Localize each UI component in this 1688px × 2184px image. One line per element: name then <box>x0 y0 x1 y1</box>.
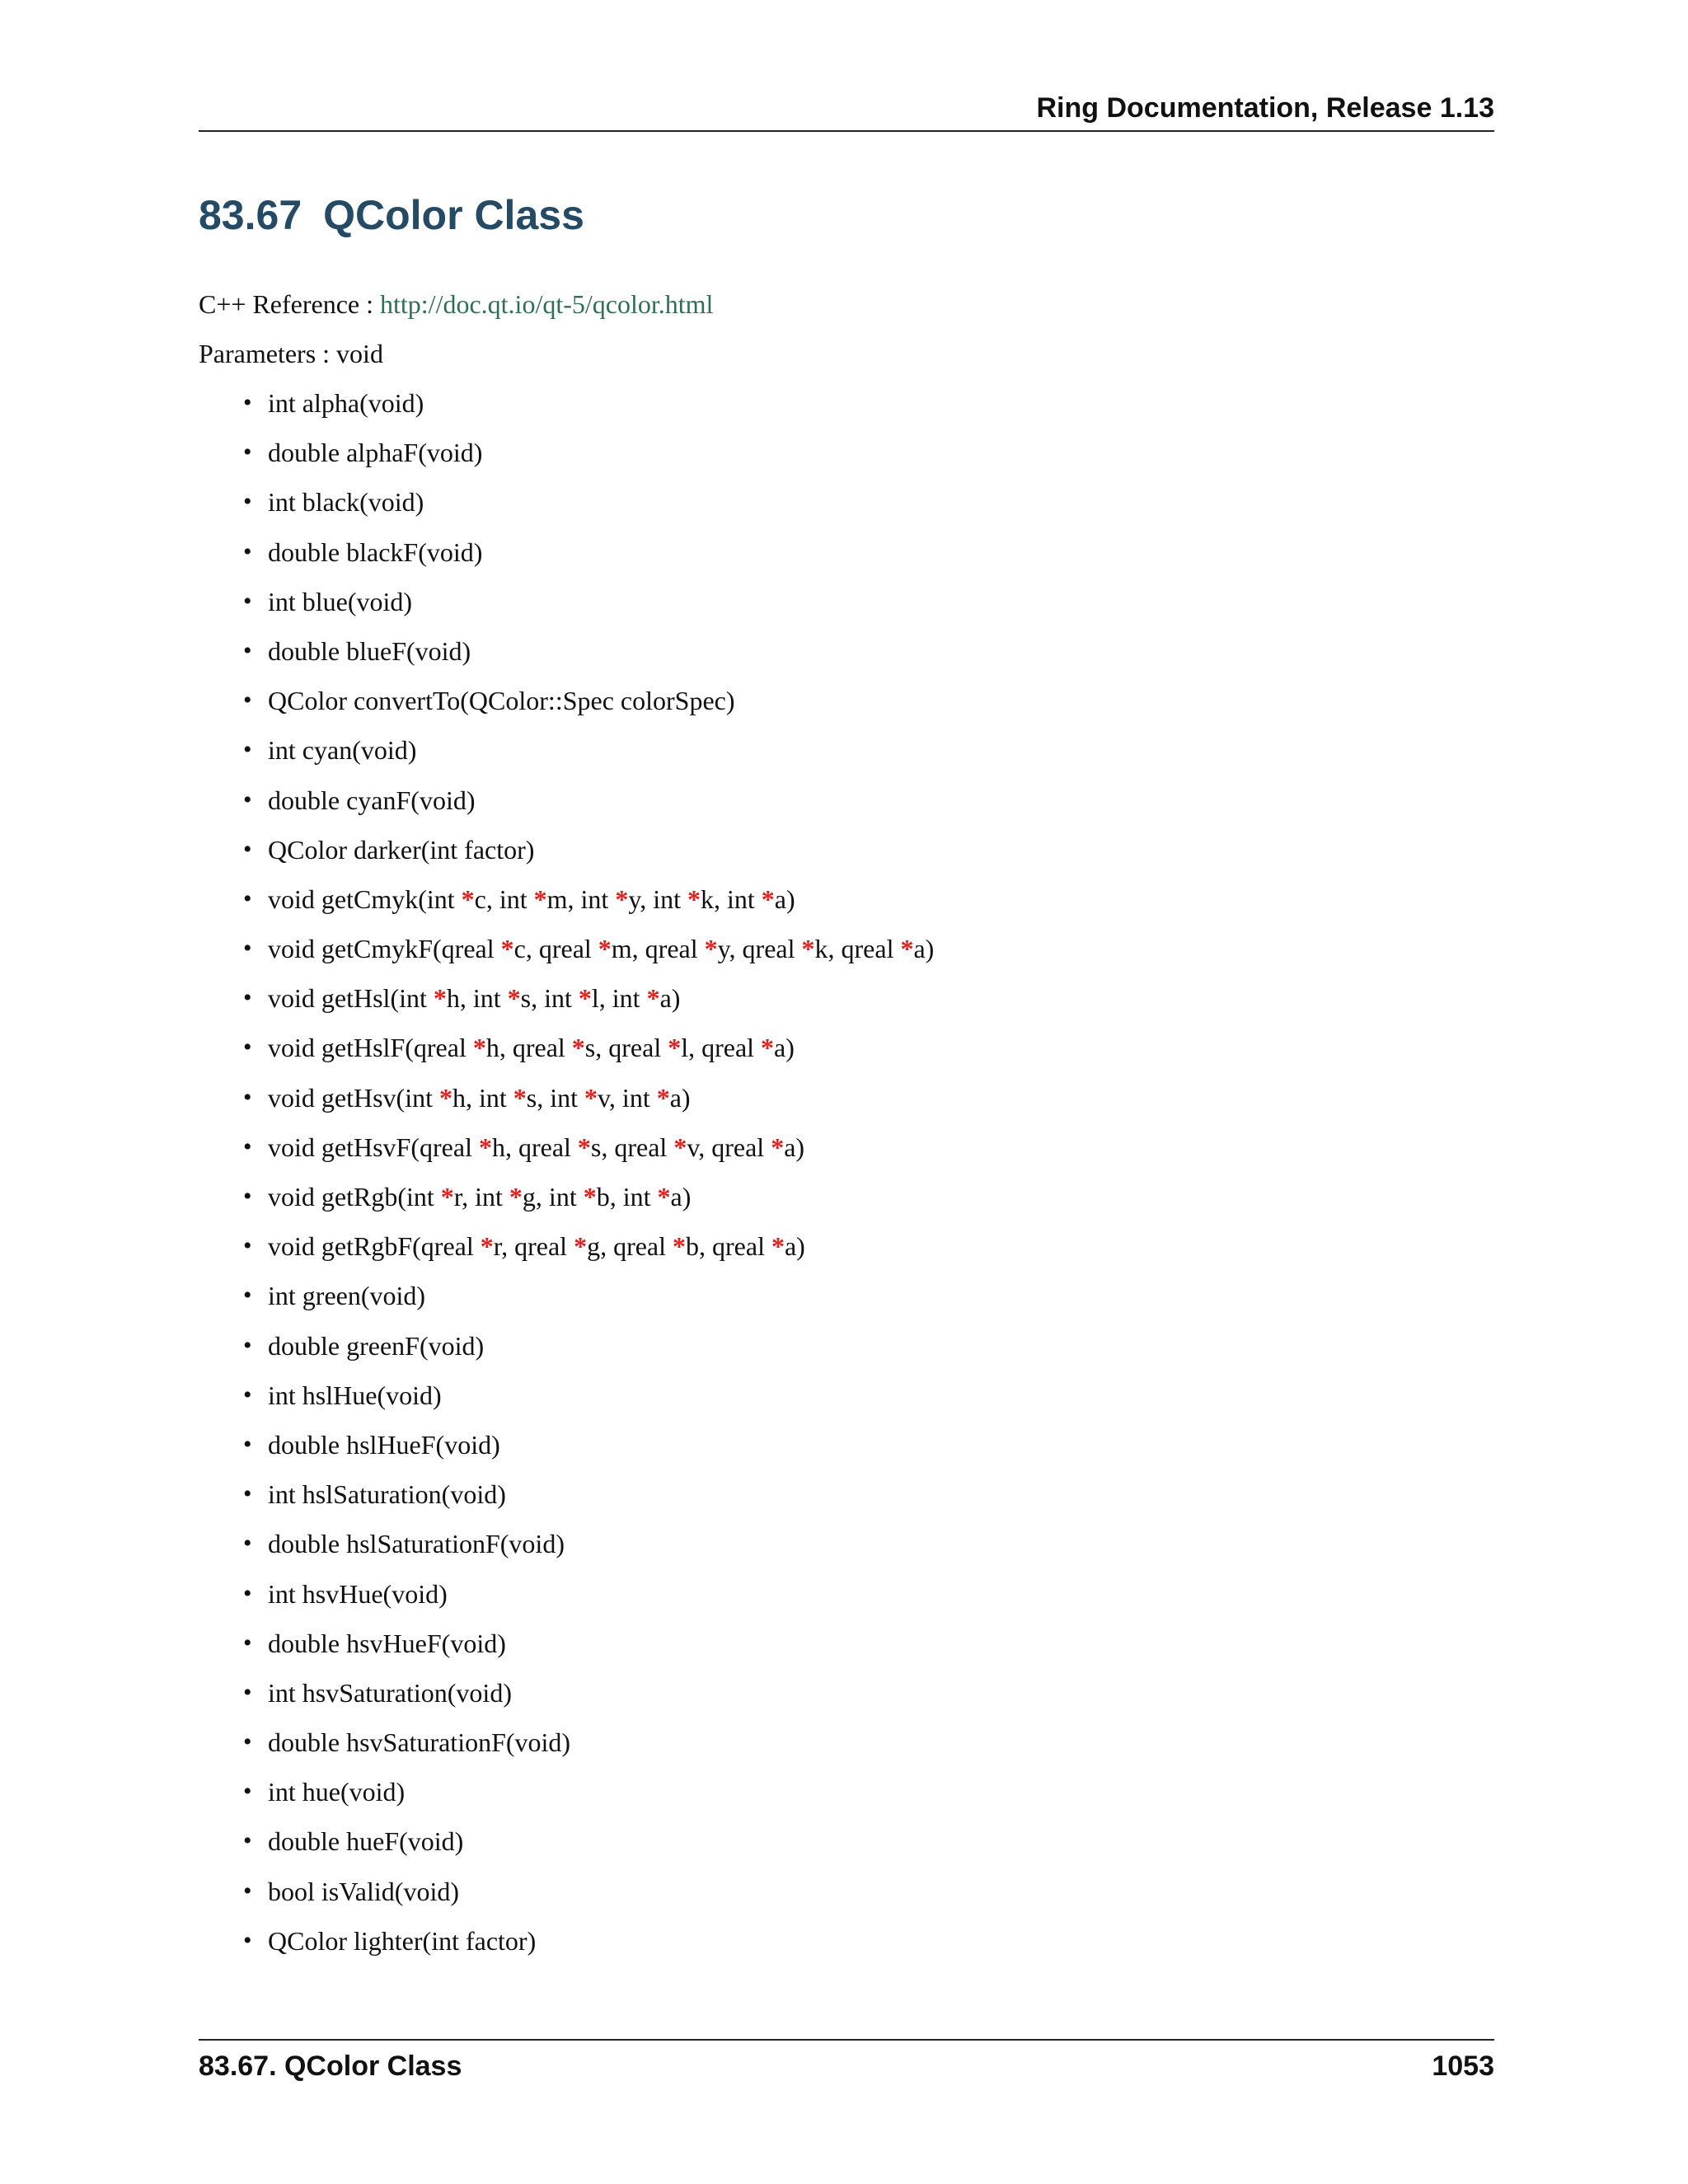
pointer-asterisk: * <box>656 1082 670 1113</box>
pointer-asterisk: * <box>673 1132 687 1162</box>
bullet-icon: • <box>243 587 252 615</box>
method-signature: int hslHue(void) <box>268 1380 442 1410</box>
method-signature: bool isValid(void) <box>268 1876 459 1906</box>
method-signature: double hslHueF(void) <box>268 1429 500 1460</box>
bullet-icon: • <box>243 935 252 963</box>
method-signature: double hsvHueF(void) <box>268 1628 506 1658</box>
pointer-asterisk: * <box>571 1033 585 1063</box>
bullet-icon: • <box>243 736 252 764</box>
bullet-icon: • <box>243 1480 252 1508</box>
method-signature: double hueF(void) <box>268 1826 464 1857</box>
method-item <box>243 387 934 436</box>
method-item <box>243 436 934 485</box>
method-item <box>243 1676 934 1726</box>
footer-section-title: 83.67. QColor Class <box>199 2050 462 2082</box>
bullet-icon: • <box>243 488 252 516</box>
pointer-asterisk: * <box>900 934 914 964</box>
bullet-icon: • <box>243 884 252 912</box>
bullet-icon: • <box>243 1728 252 1756</box>
method-signature: int hsvSaturation(void) <box>268 1677 512 1708</box>
pointer-asterisk: * <box>509 1182 523 1212</box>
bullet-icon: • <box>243 1877 252 1905</box>
pointer-asterisk: * <box>771 1231 785 1262</box>
pointer-asterisk: * <box>704 934 718 964</box>
method-signature: QColor lighter(int factor) <box>268 1925 537 1956</box>
pointer-asterisk: * <box>687 883 701 914</box>
bullet-icon: • <box>243 1579 252 1607</box>
bullet-icon: • <box>243 1926 252 1954</box>
bullet-icon: • <box>243 1132 252 1160</box>
page-number: 1053 <box>1432 2050 1494 2082</box>
pointer-asterisk: * <box>574 1231 588 1262</box>
method-signature: double hsvSaturationF(void) <box>268 1727 571 1758</box>
method-signature: int hsvHue(void) <box>268 1578 448 1609</box>
pointer-asterisk: * <box>771 1132 785 1162</box>
method-item <box>243 1230 934 1279</box>
method-signature: void getCmykF(qreal *c, qreal *m, qreal *y, qreal *k, qreal *a) <box>268 934 935 964</box>
cpp-reference-label: C++ Reference : <box>199 289 380 319</box>
method-signature: int cyan(void) <box>268 735 417 766</box>
method-signature: void getRgb(int *r, int *g, int *b, int *a) <box>268 1182 692 1212</box>
bullet-icon: • <box>243 1678 252 1706</box>
pointer-asterisk: * <box>461 883 475 914</box>
method-item <box>243 932 935 982</box>
method-signature: void getRgbF(qreal *r, qreal *g, qreal *b, qreal *a) <box>268 1231 805 1262</box>
cpp-reference-line <box>199 288 713 321</box>
method-signature: double blackF(void) <box>268 537 483 567</box>
method-signature: double blueF(void) <box>268 635 471 666</box>
method-signature: double cyanF(void) <box>268 785 476 815</box>
method-item <box>243 1875 934 1924</box>
bullet-icon: • <box>243 1430 252 1458</box>
pointer-asterisk: * <box>500 934 514 964</box>
document-title: Ring Documentation, Release 1.13 <box>1036 92 1494 124</box>
method-signature: int alpha(void) <box>268 388 424 418</box>
method-item <box>243 1726 934 1775</box>
bullet-icon: • <box>243 687 252 715</box>
bullet-icon: • <box>243 1232 252 1260</box>
method-signature: int hue(void) <box>268 1777 406 1807</box>
method-signature: void getHsv(int *h, int *s, int *v, int *a) <box>268 1082 691 1113</box>
method-item <box>243 1180 934 1230</box>
method-item <box>243 982 934 1031</box>
pointer-asterisk: * <box>761 1033 775 1063</box>
pointer-asterisk: * <box>578 983 592 1014</box>
cpp-reference-link[interactable]: http://doc.qt.io/qt-5/qcolor.html <box>380 289 714 319</box>
method-signature: int green(void) <box>268 1281 426 1311</box>
method-signature: void getCmyk(int *c, int *m, int *y, int *k, int *a) <box>268 883 795 914</box>
method-item <box>243 684 934 733</box>
method-item <box>243 1428 934 1478</box>
method-signature: QColor darker(int factor) <box>268 834 535 865</box>
pointer-asterisk: * <box>438 1082 452 1113</box>
pointer-asterisk: * <box>440 1182 454 1212</box>
bullet-icon: • <box>243 1083 252 1111</box>
section-heading <box>199 191 584 239</box>
pointer-asterisk: * <box>507 983 521 1014</box>
method-item <box>243 1924 934 1974</box>
pointer-asterisk: * <box>646 983 660 1014</box>
pointer-asterisk: * <box>673 1231 687 1262</box>
pointer-asterisk: * <box>513 1082 527 1113</box>
method-item <box>243 485 934 535</box>
method-signature: void getHsl(int *h, int *s, int *l, int *a) <box>268 983 681 1014</box>
bullet-icon: • <box>243 1380 252 1408</box>
pointer-asterisk: * <box>433 983 447 1014</box>
bullet-icon: • <box>243 1282 252 1310</box>
pointer-asterisk: * <box>761 883 775 914</box>
method-item <box>243 1279 934 1329</box>
pointer-asterisk: * <box>584 1082 598 1113</box>
pointer-asterisk: * <box>801 934 815 964</box>
bullet-icon: • <box>243 984 252 1012</box>
section-title: QColor Class <box>323 192 584 238</box>
bullet-icon: • <box>243 438 252 466</box>
pointer-asterisk: * <box>668 1033 682 1063</box>
parameters-line: Parameters : void <box>199 339 383 368</box>
method-item <box>243 1329 934 1379</box>
method-item <box>243 1478 934 1527</box>
method-signature: double hslSaturationF(void) <box>268 1529 565 1559</box>
running-footer <box>199 2039 1494 2090</box>
pointer-asterisk: * <box>478 1132 492 1162</box>
method-signature: int hslSaturation(void) <box>268 1479 506 1510</box>
method-item <box>243 1081 934 1131</box>
pointer-asterisk: * <box>583 1182 597 1212</box>
method-item <box>243 536 934 585</box>
method-item <box>243 883 934 932</box>
method-item <box>243 733 934 783</box>
method-item <box>243 833 934 883</box>
bullet-icon: • <box>243 537 252 565</box>
pointer-asterisk: * <box>615 883 629 914</box>
method-signature: QColor convertTo(QColor::Spec colorSpec) <box>268 686 735 716</box>
method-item <box>243 585 934 635</box>
method-item <box>243 1775 934 1825</box>
method-list <box>243 387 935 1974</box>
method-item <box>243 1627 934 1676</box>
method-signature: int blue(void) <box>268 586 413 616</box>
bullet-icon: • <box>243 389 252 416</box>
bullet-icon: • <box>243 1183 252 1210</box>
pointer-asterisk: * <box>598 934 612 964</box>
method-signature: int black(void) <box>268 487 424 518</box>
bullet-icon: • <box>243 1033 252 1062</box>
pointer-asterisk: * <box>480 1231 494 1262</box>
method-item <box>243 1379 934 1428</box>
bullet-icon: • <box>243 1629 252 1657</box>
method-item <box>243 1825 934 1874</box>
pointer-asterisk: * <box>533 883 547 914</box>
method-item <box>243 1031 934 1080</box>
method-item <box>243 1577 934 1627</box>
method-item <box>243 1131 934 1180</box>
method-signature: void getHslF(qreal *h, qreal *s, qreal *l, qreal *a) <box>268 1033 795 1063</box>
pointer-asterisk: * <box>577 1132 591 1162</box>
method-item <box>243 784 934 833</box>
bullet-icon: • <box>243 636 252 664</box>
running-header <box>199 89 1494 132</box>
bullet-icon: • <box>243 1778 252 1806</box>
bullet-icon: • <box>243 785 252 813</box>
bullet-icon: • <box>243 1827 252 1855</box>
section-number: 83.67 <box>199 192 302 238</box>
bullet-icon: • <box>243 1530 252 1558</box>
method-signature: double greenF(void) <box>268 1330 485 1361</box>
pointer-asterisk: * <box>472 1033 486 1063</box>
pointer-asterisk: * <box>657 1182 671 1212</box>
method-signature: void getHsvF(qreal *h, qreal *s, qreal *v, qreal *a) <box>268 1132 805 1162</box>
method-item <box>243 1527 934 1577</box>
method-item <box>243 635 934 684</box>
bullet-icon: • <box>243 1331 252 1359</box>
method-signature: double alphaF(void) <box>268 438 483 468</box>
bullet-icon: • <box>243 835 252 863</box>
